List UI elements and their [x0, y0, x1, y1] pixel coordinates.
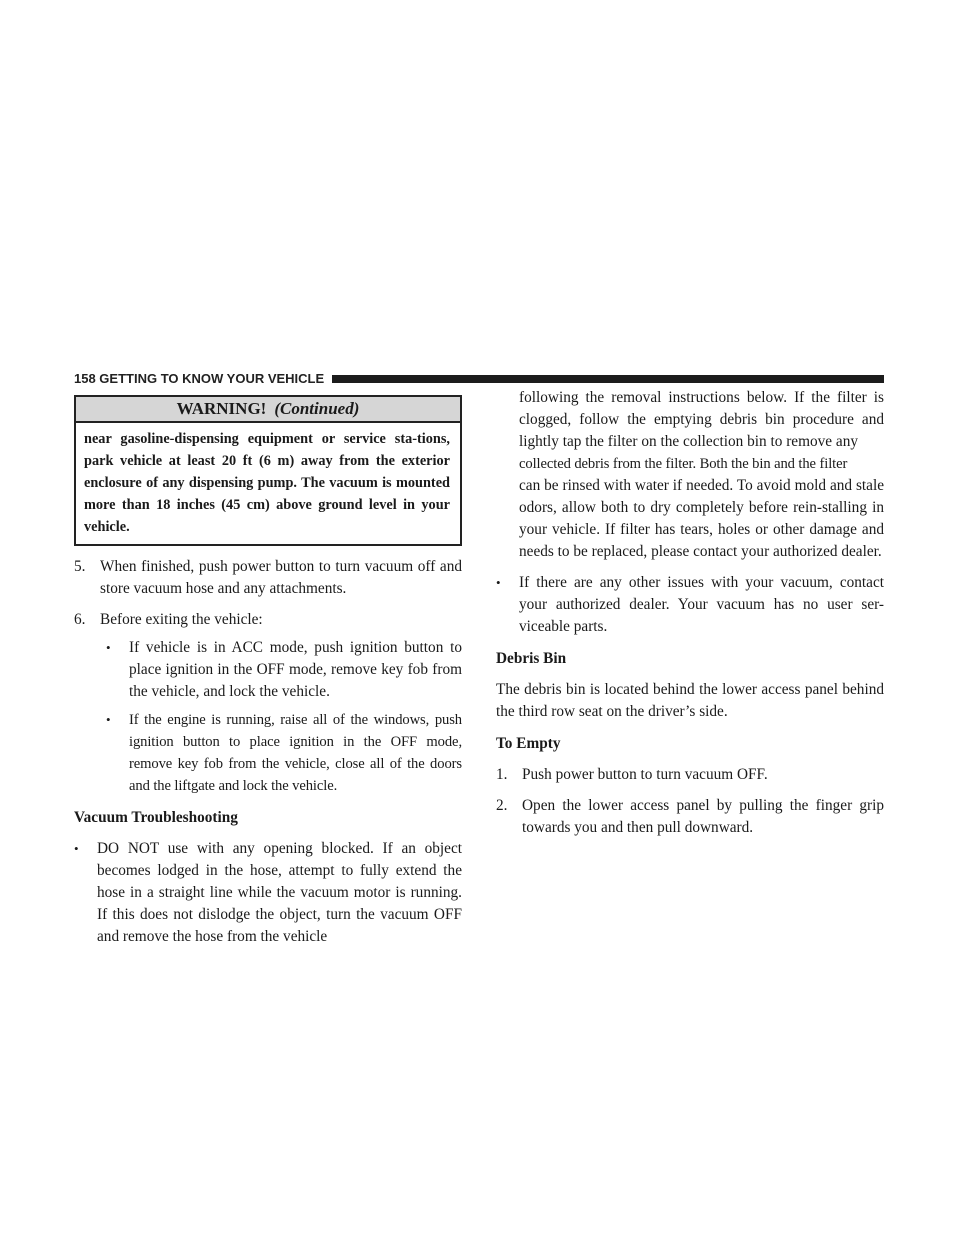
warning-box — [74, 395, 462, 546]
list-item — [106, 709, 462, 797]
continuation-text-c: can be rinsed with water if needed. To avoid mold and stale odors, allow both to dry completely before rein-stalling in your vehicle. If filter has tears, holes or other damage and needs to be replaced, please contact your authorized dealer. — [519, 477, 884, 560]
troubleshooting-bullet — [74, 838, 462, 948]
step-number: 2. — [496, 797, 508, 814]
step-number: 6. — [74, 611, 86, 628]
step-6 — [74, 609, 462, 797]
right-column — [496, 389, 884, 839]
bullet-icon: • — [496, 575, 501, 590]
empty-step-2 — [496, 795, 884, 839]
bullet-text: DO NOT use with any opening blocked. If an object becomes lodged in the hose, attempt to fully extend the hose in a straight line while the vacuum motor is running. If this does not dislodge the object, turn the vacuum OFF and remove the hose from the vehicle — [97, 840, 462, 945]
step-number: 5. — [74, 558, 86, 575]
bullet-icon: • — [106, 640, 111, 655]
step-text: Open the lower access panel by pulling the finger grip towards you and then pull downward. — [522, 797, 884, 836]
list-item — [106, 637, 462, 703]
step-5 — [74, 556, 462, 600]
troubleshooting-heading: Vacuum Troubleshooting — [74, 809, 238, 826]
warning-title — [76, 397, 460, 423]
empty-step-1 — [496, 764, 884, 786]
continuation-text-b: collected debris from the filter. Both the bin and the filter — [519, 456, 848, 472]
step-number: 1. — [496, 766, 508, 783]
step-text: Push power button to turn vacuum OFF. — [522, 766, 768, 783]
step-text: Before exiting the vehicle: — [100, 611, 263, 628]
bullet-text: If the engine is running, raise all of the windows, push ignition button to place ignition in the OFF mode, remove key fob from the vehicle, close all of the doors and the liftgate and lock the vehicle. — [129, 712, 462, 794]
bullet-text: If vehicle is in ACC mode, push ignition button to place ignition in the OFF mode, remove key fob from the vehicle, and lock the vehicle. — [129, 639, 462, 700]
page-number-section-title: 158 GETTING TO KNOW YOUR VEHICLE — [74, 371, 332, 387]
warning-label: WARNING! — [176, 399, 267, 418]
bullet-icon: • — [106, 712, 111, 727]
bullet-icon: • — [74, 841, 79, 856]
other-issues-bullet — [496, 572, 884, 638]
left-column — [74, 395, 462, 948]
debris-bin-heading: Debris Bin — [496, 650, 567, 667]
to-empty-heading: To Empty — [496, 735, 561, 752]
warning-body: near gasoline-dispensing equipment or service sta-tions, park vehicle at least 20 ft (6 m) away from the exterior enclosure of any dispensing pump. The vacuum is mounted more than 18 inches (45 cm) above ground level in your vehicle. — [84, 431, 450, 535]
page-header — [74, 371, 884, 387]
bullet-text: If there are any other issues with your vacuum, contact your authorized dealer. Your vacuum has no user ser-viceable parts. — [519, 574, 884, 635]
debris-bin-text: The debris bin is located behind the lower access panel behind the third row seat on the driver’s side. — [496, 681, 884, 720]
warning-continued: (Continued) — [274, 399, 360, 418]
continued-bullet — [496, 387, 884, 563]
step-6-bullets — [106, 637, 462, 797]
step-text: When finished, push power button to turn vacuum off and store vacuum hose and any attachments. — [100, 558, 462, 597]
continuation-text-a: following the removal instructions below. If the filter is clogged, follow the emptying debris bin procedure and lightly tap the filter on the collection bin to remove any — [519, 389, 884, 450]
